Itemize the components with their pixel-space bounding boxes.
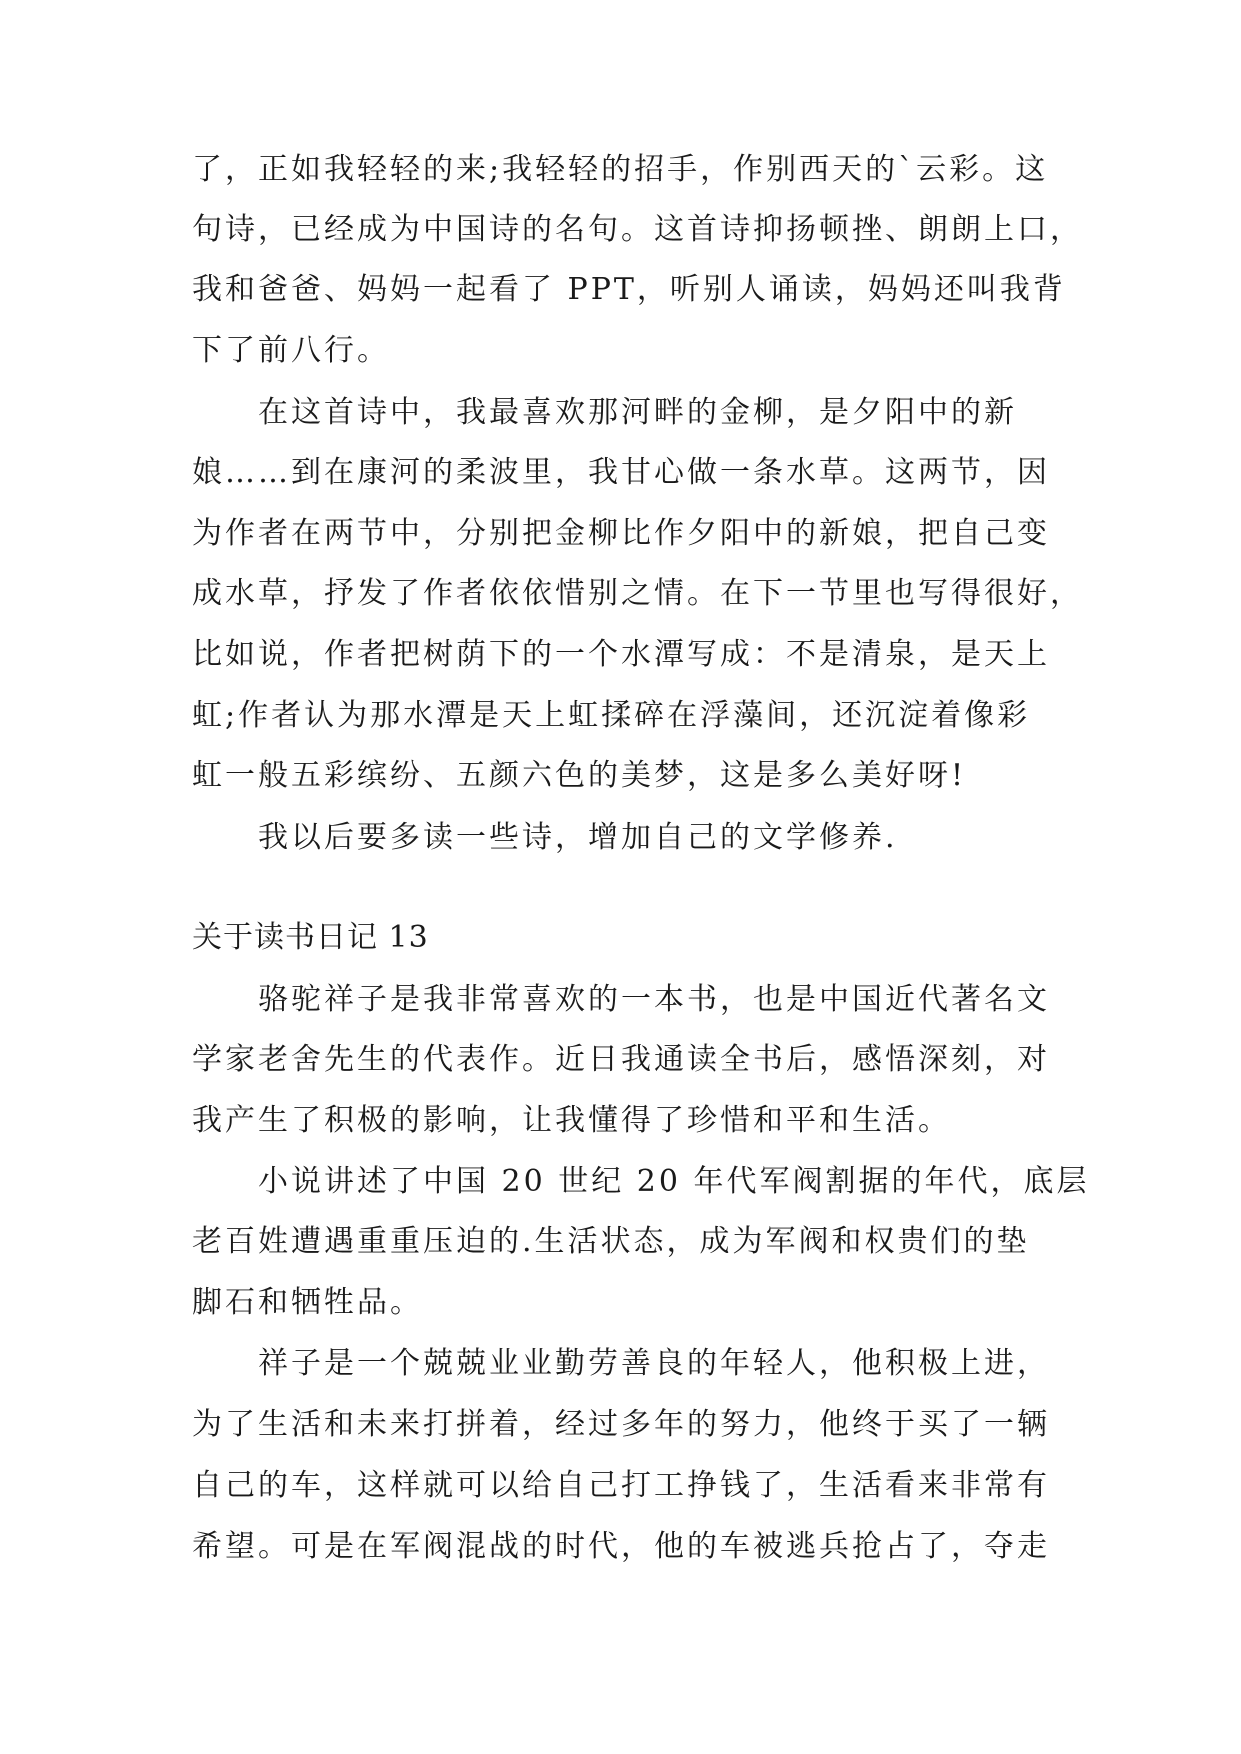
paragraph-line: 自己的车，这样就可以给自己打工挣钱了，生活看来非常有 [192, 1468, 1050, 1503]
paragraph-line: 骆驼祥子是我非常喜欢的一本书，也是中国近代著名文 [258, 982, 1050, 1017]
paragraph-line: 学家老舍先生的代表作。近日我通读全书后，感悟深刻，对 [192, 1042, 1050, 1077]
paragraph-line: 老百姓遭遇重重压迫的.生活状态，成为军阀和权贵们的垫 [192, 1224, 1030, 1259]
paragraph-line: 句诗，已经成为中国诗的名句。这首诗抑扬顿挫、朗朗上口， [192, 212, 1083, 247]
paragraph-line: 小说讲述了中国 20 世纪 20 年代军阀割据的年代，底层 [258, 1164, 1090, 1199]
paragraph-line: 脚石和牺牲品。 [192, 1285, 423, 1320]
paragraph-line: 虹;作者认为那水潭是天上虹揉碎在浮藻间，还沉淀着像彩 [192, 698, 1031, 733]
paragraph-line: 为作者在两节中，分别把金柳比作夕阳中的新娘，把自己变 [192, 516, 1050, 551]
paragraph-line: 虹一般五彩缤纷、五颜六色的美梦，这是多么美好呀! [192, 758, 967, 793]
paragraph-line: 成水草，抒发了作者依依惜别之情。在下一节里也写得很好， [192, 576, 1083, 611]
paragraph-line: 在这首诗中，我最喜欢那河畔的金柳，是夕阳中的新 [258, 395, 1017, 430]
paragraph-line: 为了生活和未来打拼着，经过多年的努力，他终于买了一辆 [192, 1407, 1050, 1442]
paragraph-line: 希望。可是在军阀混战的时代，他的车被逃兵抢占了，夺走 [192, 1529, 1050, 1564]
paragraph-line: 娘……到在康河的柔波里，我甘心做一条水草。这两节，因 [192, 455, 1050, 490]
paragraph-line: 我和爸爸、妈妈一起看了 PPT，听别人诵读，妈妈还叫我背 [192, 272, 1066, 307]
paragraph-line: 比如说，作者把树荫下的一个水潭写成：不是清泉，是天上 [192, 637, 1050, 672]
paragraph-line: 我以后要多读一些诗，增加自己的文学修养. [258, 820, 898, 855]
paragraph-line: 下了前八行。 [192, 333, 390, 368]
paragraph-line: 祥子是一个兢兢业业勤劳善良的年轻人，他积极上进， [258, 1346, 1050, 1381]
paragraph-line: 我产生了积极的影响，让我懂得了珍惜和平和生活。 [192, 1103, 951, 1138]
section-title: 关于读书日记 13 [192, 920, 429, 955]
paragraph-line: 了，正如我轻轻的来;我轻轻的招手，作别西天的`云彩。这 [192, 152, 1049, 187]
